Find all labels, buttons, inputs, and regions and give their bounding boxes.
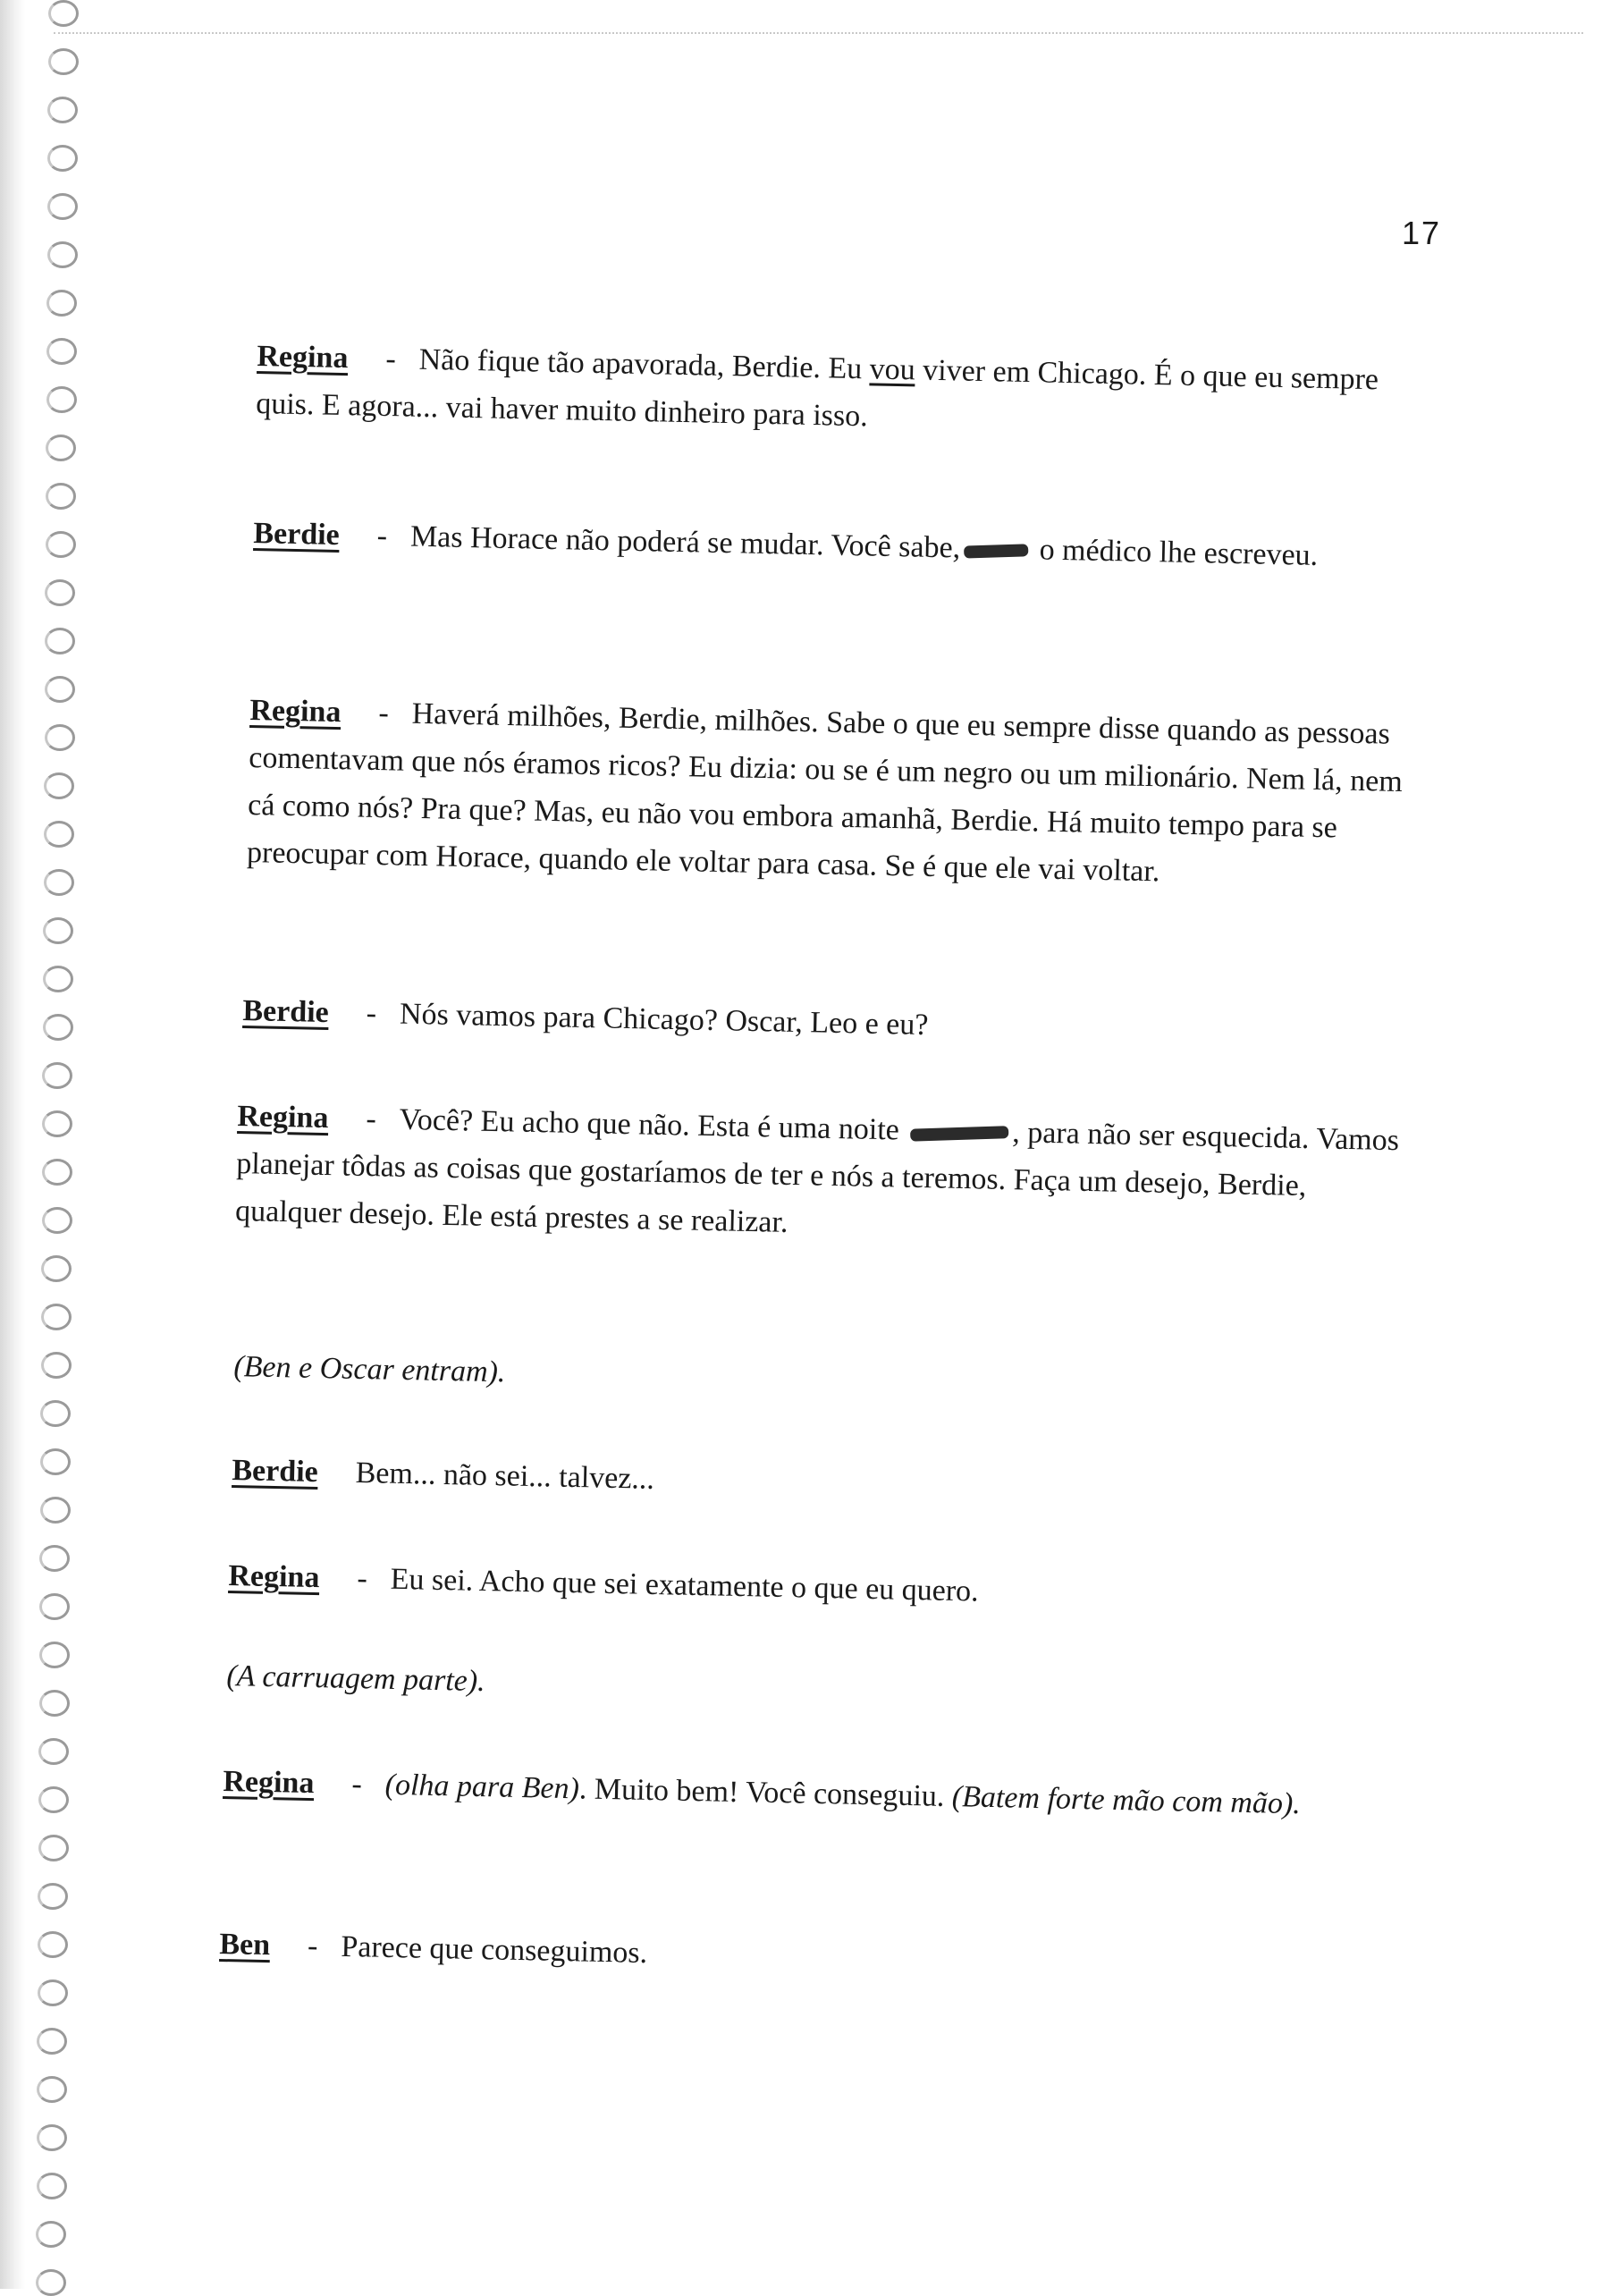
speaker-name: Regina — [257, 339, 349, 376]
binding-ring — [44, 869, 74, 896]
dialogue-text: viver em Chicago. É o que eu sempre quis. E agora... vai haver muito dinheiro para isso. — [255, 353, 1379, 434]
speaker-name: Regina — [223, 1764, 315, 1801]
binding-ring — [42, 1159, 72, 1186]
stage-direction-1: (Ben e Oscar entram). — [233, 1349, 506, 1389]
binding-ring — [43, 917, 73, 944]
page-number: 17 — [1402, 215, 1442, 251]
binding-ring — [36, 2269, 66, 2296]
dash: - — [351, 1768, 363, 1802]
binding-ring — [44, 772, 74, 799]
binding-ring — [39, 1593, 70, 1620]
binding-ring — [42, 1062, 72, 1089]
ink-strikeout — [910, 1126, 1008, 1141]
binding-ring — [41, 1352, 72, 1379]
dialogue-regina-5 — [223, 1758, 1404, 1830]
binding-ring — [36, 2221, 66, 2248]
binding-ring — [45, 724, 75, 751]
dialogue-text: Mas Horace não poderá se mudar. Você sabe, — [409, 519, 961, 565]
binding-ring — [42, 1207, 72, 1234]
perforation-line — [54, 32, 1583, 34]
binding-ring — [47, 97, 78, 123]
dash: - — [366, 1102, 377, 1136]
dialogue-text: Você? Eu acho que não. Esta é uma noite — [399, 1102, 907, 1147]
dialogue-text: Bem... não sei... talvez... — [355, 1456, 655, 1496]
dialogue-text: Parece que conseguimos. — [341, 1929, 648, 1971]
binding-ring — [46, 435, 76, 461]
binding-ring — [37, 2173, 67, 2199]
dialogue-regina-1 — [256, 333, 1438, 452]
binding-ring — [38, 1738, 69, 1765]
binding-ring — [38, 1931, 68, 1958]
dialogue-regina-2 — [247, 687, 1430, 901]
dialogue-text: Não fique tão apavorada, Berdie. Eu — [418, 342, 871, 386]
binding-ring — [39, 1642, 70, 1668]
dialogue-berdie-2 — [242, 987, 1423, 1059]
binding-ring — [46, 531, 76, 558]
binding-ring — [45, 628, 75, 654]
dialogue-text: . Muito bem! Você conseguiu. — [578, 1772, 953, 1814]
speaker-name: Regina — [228, 1558, 320, 1595]
binding-ring — [48, 48, 79, 75]
binding-ring — [48, 0, 79, 27]
dash: - — [357, 1562, 368, 1596]
ink-strikeout — [964, 544, 1028, 558]
binding-ring — [43, 966, 73, 992]
binding-ring — [46, 290, 77, 317]
speaker-name: Berdie — [242, 993, 330, 1030]
binding-edge — [0, 0, 25, 2289]
speaker-name: Berdie — [253, 516, 341, 553]
binding-ring — [40, 1497, 71, 1524]
binding-ring — [39, 1690, 70, 1717]
binding-ring — [45, 579, 75, 606]
dialogue-berdie-3 — [232, 1447, 1412, 1519]
dialogue-regina-3 — [235, 1093, 1418, 1260]
dash: - — [307, 1929, 318, 1963]
binding-ring — [45, 676, 75, 703]
binding-ring — [37, 2076, 67, 2103]
stage-direction-inline: (Batem forte mão com mão). — [951, 1780, 1302, 1821]
binding-ring — [42, 1110, 72, 1137]
binding-ring — [38, 1835, 69, 1861]
binding-ring — [41, 1304, 72, 1330]
binding-ring — [38, 1883, 68, 1910]
binding-ring — [46, 483, 76, 510]
dialogue-regina-4 — [228, 1552, 1409, 1625]
binding-ring — [39, 1545, 70, 1572]
binding-ring — [41, 1255, 72, 1282]
speaker-name: Ben — [219, 1927, 271, 1963]
dialogue-text: Haverá milhões, Berdie, milhões. Sabe o que eu sempre disse quando as pessoas comentavam que nós éramos ricos? Eu dizia: ou se é um negro ou um milionário. Nem lá, nem cá como nós? Pra que? Mas, eu não vou embora amanhã, Berdie. Há muito tempo para se preocupar com Horace, quando ele voltar para casa. Se é que ele vai voltar. — [246, 696, 1404, 889]
binding-ring — [38, 1786, 69, 1813]
dialogue-text: Nós vamos para Chicago? Oscar, Leo e eu? — [399, 997, 929, 1042]
spiral-rings — [36, 0, 89, 2289]
binding-ring — [43, 1014, 73, 1041]
binding-ring — [40, 1448, 71, 1475]
dash: - — [385, 342, 397, 376]
dialogue-text: , para não ser esquecida. Vamos planejar tôdas as coisas que gostaríamos de ter e nós a teremos. Faça um desejo, Berdie, qualquer desejo. Ele está prestes a se realizar. — [234, 1116, 1400, 1239]
binding-ring — [38, 1979, 68, 2006]
dialogue-berdie-1 — [253, 510, 1434, 582]
underlined-word: vou — [869, 352, 916, 387]
dialogue-text: Eu sei. Acho que sei exatamente o que eu quero. — [390, 1562, 980, 1608]
binding-ring — [46, 338, 77, 365]
binding-ring — [37, 2028, 67, 2055]
dialogue-text: o médico lhe escreveu. — [1031, 533, 1319, 572]
speaker-name: Regina — [237, 1099, 329, 1135]
speaker-name: Regina — [249, 693, 342, 730]
binding-ring — [44, 821, 74, 848]
binding-ring — [47, 241, 78, 268]
speaker-name: Berdie — [232, 1453, 319, 1490]
binding-ring — [40, 1400, 71, 1427]
binding-ring — [47, 193, 78, 220]
stage-direction-inline: (olha para Ben) — [384, 1768, 580, 1806]
dash: - — [378, 696, 390, 730]
binding-ring — [37, 2124, 67, 2151]
binding-ring — [46, 386, 77, 413]
binding-ring — [47, 145, 78, 172]
stage-direction-2: (A carruagem parte). — [226, 1659, 486, 1699]
dash: - — [366, 996, 377, 1031]
dialogue-ben-1 — [219, 1920, 1400, 1993]
dash: - — [376, 519, 388, 553]
